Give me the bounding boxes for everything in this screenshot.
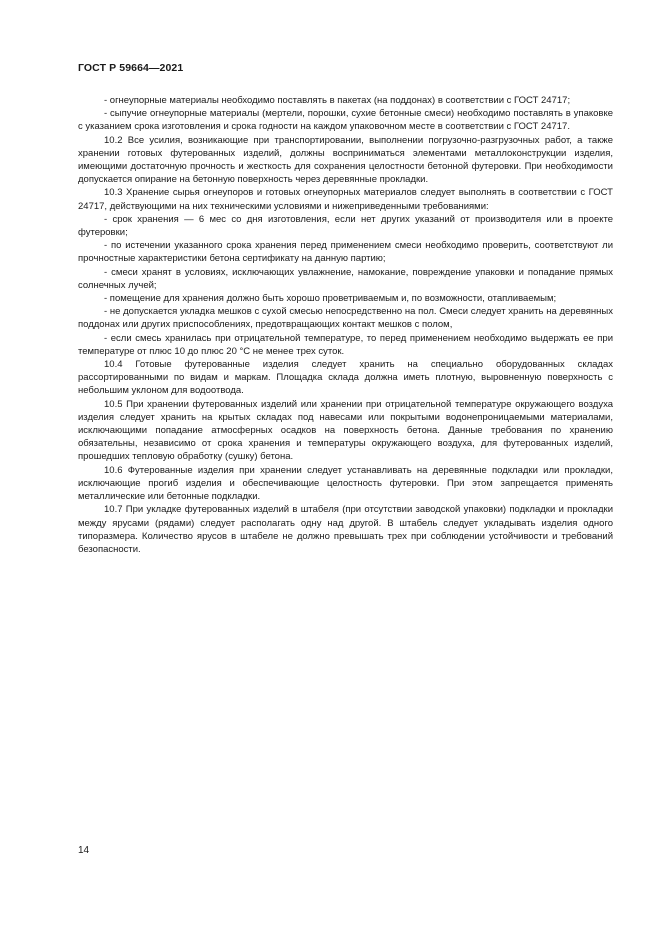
list-item: - смеси хранят в условиях, исключающих увлажнение, намокание, повреждение упаковки и попадание прямых солнечных лучей; xyxy=(78,266,613,291)
list-item: - по истечении указанного срока хранения перед применением смеси необходимо проверить, соответствуют ли прочностные характеристики бетона сертификату на данную партию; xyxy=(78,240,613,265)
list-item: - не допускается укладка мешков с сухой смесью непосредственно на пол. Смеси следует хранить на деревянных поддонах или других приспособлениях, предотвращающих контакт мешков с полом, xyxy=(78,306,613,331)
list-item: - сыпучие огнеупорные материалы (мертели, порошки, сухие бетонные смеси) необходимо поставлять в упаковке с указанием срока изготовления и срока годности на каждом упаковочном месте в соответствии с ГОСТ 24717. xyxy=(78,108,613,133)
list-item: - срок хранения — 6 мес со дня изготовления, если нет других указаний от производителя или в проекте футеровки; xyxy=(78,213,613,239)
paragraph-10-6: 10.6 Футерованные изделия при хранении следует устанавливать на деревянные подкладки или прокладки, исключающие прогиб изделия и обеспечивающие целостность футеровки. При этом запрещается применять металлические или бетонные подкладки. xyxy=(78,464,613,503)
list-item: - если смесь хранилась при отрицательной температуре, то перед применением необходимо выдержать ее при температуре от плюс 10 до плюс 20 °С не менее трех суток. xyxy=(78,332,613,357)
list-item: - помещение для хранения должно быть хорошо проветриваемым и, по возможности, отапливаемым; xyxy=(104,293,557,305)
list-item: - огнеупорные материалы необходимо поставлять в пакетах (на поддонах) в соответствии с ГОСТ 24717; xyxy=(104,95,571,106)
paragraph-10-4: 10.4 Готовые футерованные изделия следует хранить на специально оборудованных складах рассортированными по видам и маркам. Площадка склада должна иметь плотную, выровненную поверхность с небольшим уклоном для водоотвода. xyxy=(78,359,613,397)
paragraph-10-7: 10.7 При укладке футерованных изделий в штабеля (при отсутствии заводской упаковки) подкладки и прокладки между ярусами (рядами) следует располагать одну над другой. В штабель следует укладывать изделия одного типоразмера. Количество ярусов в штабеле не должно превышать трех при соблюдении устойчивости и требований безопасности. xyxy=(78,504,613,555)
document-header: ГОСТ Р 59664—2021 xyxy=(78,62,184,74)
paragraph-10-5: 10.5 При хранении футерованных изделий или хранении при отрицательной температуре окружающего воздуха изделия следует хранить на крытых складах под навесами или покрытыми водонепроницаемыми материалами, исключающими попадание атмосферных осадков на поверхность бетона. Данные требования по хранению обязательны, независимо от срока хранения и температуры окружающего воздуха, для футерованных изделий, прошедших тепловую обработку (сушку) бетона. xyxy=(78,398,613,463)
page-number: 14 xyxy=(78,845,90,856)
document-body xyxy=(78,94,613,556)
paragraph-10-2: 10.2 Все усилия, возникающие при транспортировании, выполнении погрузочно-разгрузочных работ, а также хранении готовых футерованных изделий, должны восприниматься элементами металлоконструкции изделия, имеющими достаточную прочность и жесткость для сохранения целостности бетонной футеровки. При необходимости допускается опирание на бетонную поверхность через деревянные прокладки. xyxy=(78,134,613,186)
paragraph-10-3: 10.3 Хранение сырья огнеупоров и готовых огнеупорных материалов следует выполнять в соответствии с ГОСТ 24717, действующими на них техническими условиями и нижеприведенными требованиями: xyxy=(78,187,613,212)
